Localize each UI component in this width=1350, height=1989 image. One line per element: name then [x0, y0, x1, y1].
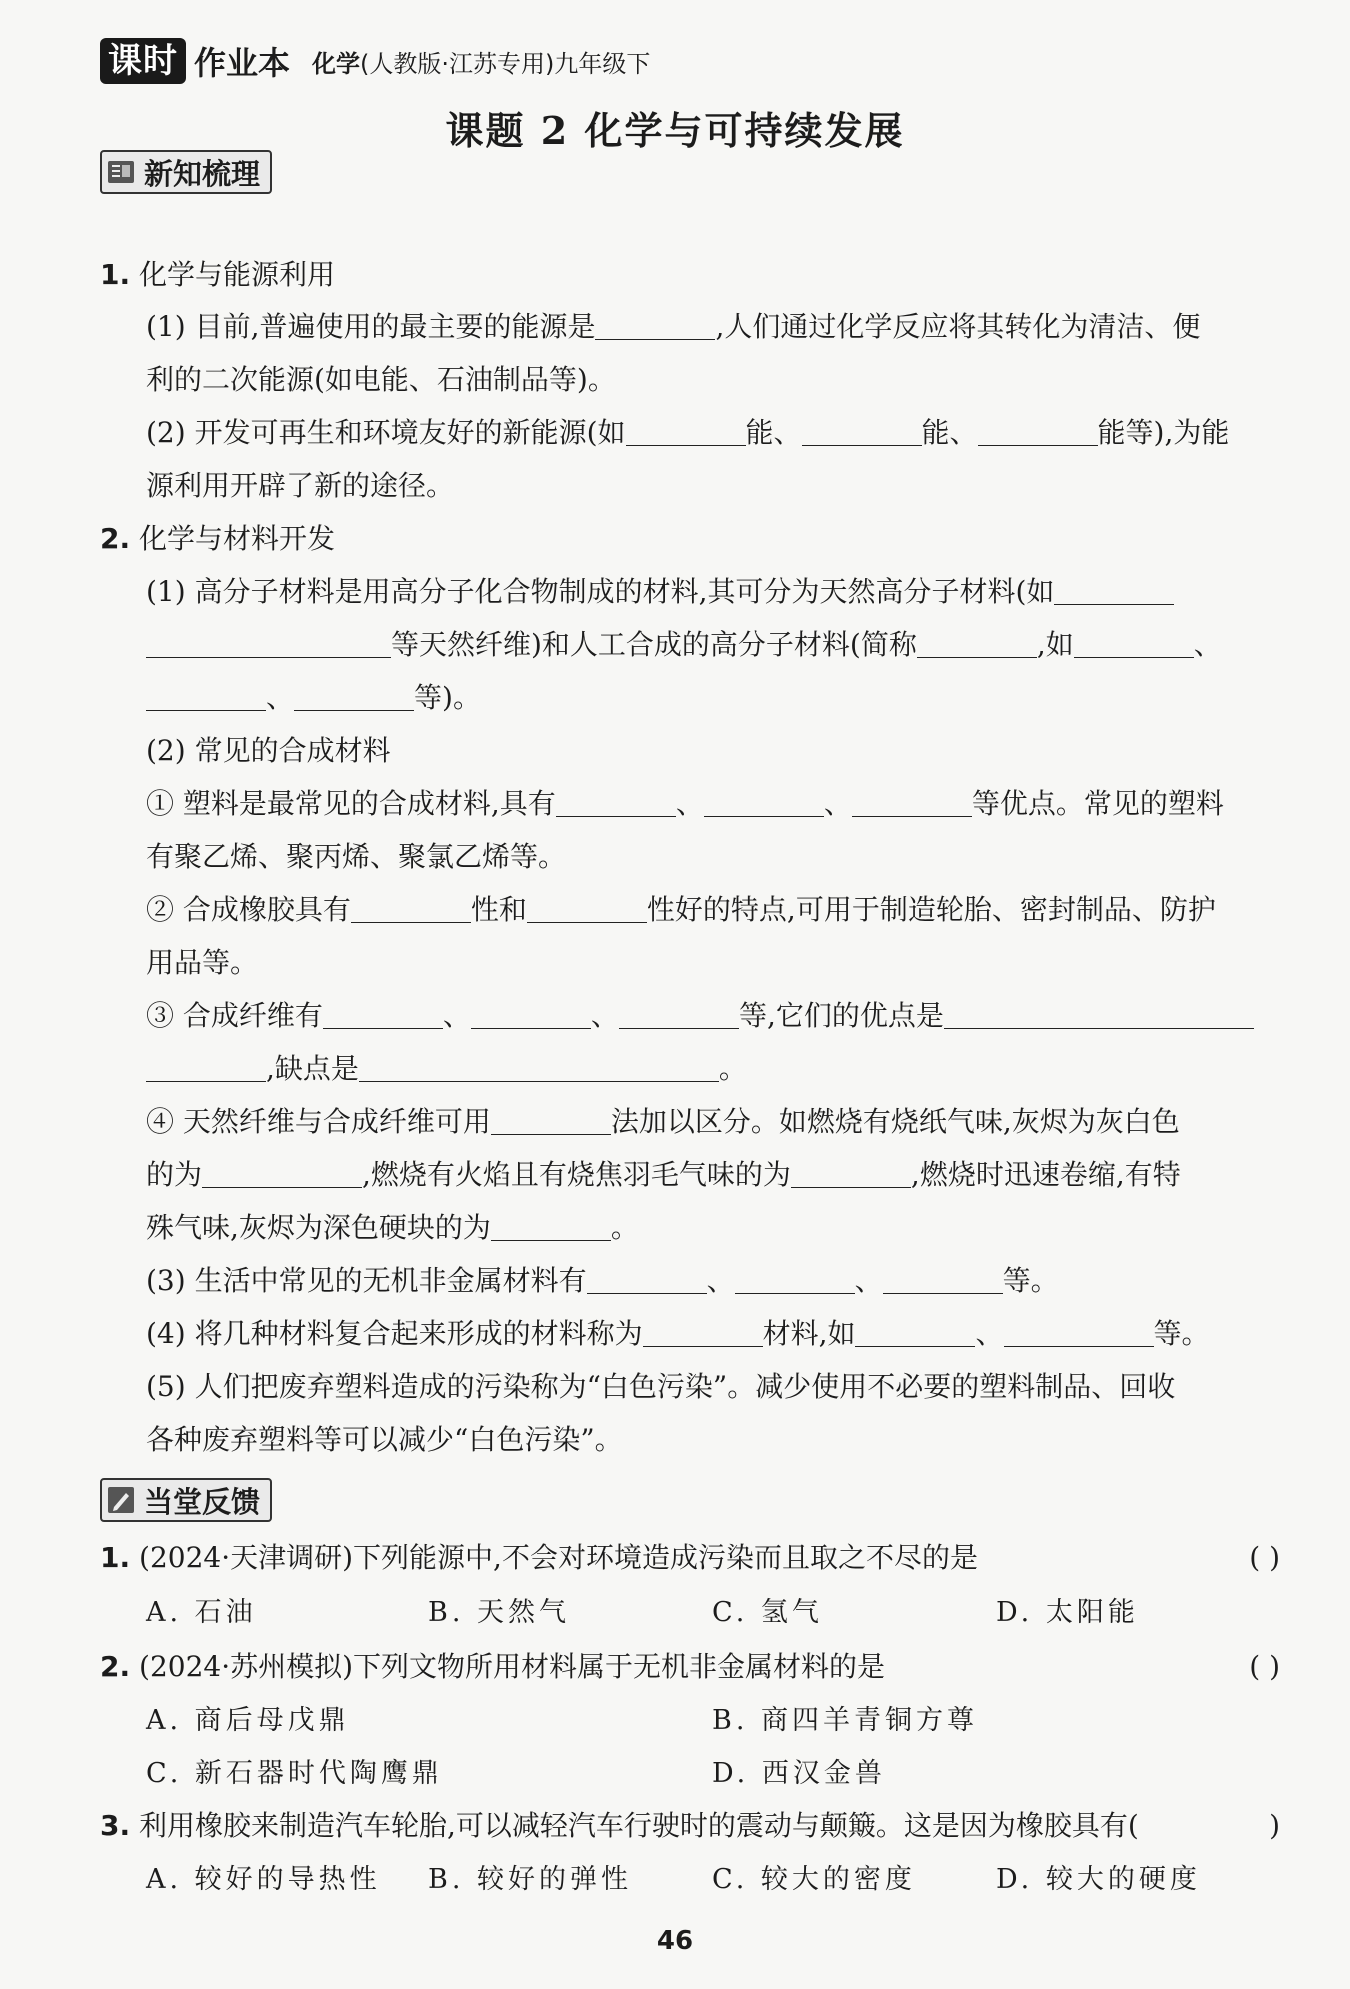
- line-plastic-c: 有聚乙烯、聚丙烯、聚氯乙烯等。: [146, 840, 567, 873]
- option-a[interactable]: A. 石油: [146, 1597, 257, 1628]
- line-distinguish: ④ 天然纤维与合成纤维可用 法加以区分。如燃烧有烧纸气味,灰烬为灰白色: [146, 1105, 1180, 1138]
- option-c[interactable]: C. 较大的密度: [712, 1864, 916, 1895]
- answer-blank[interactable]: [294, 680, 414, 711]
- logo-text: 作业本: [194, 44, 291, 82]
- answer-blank[interactable]: [146, 1051, 266, 1082]
- answer-blank[interactable]: [351, 892, 471, 923]
- option-d[interactable]: D. 太阳能: [996, 1597, 1139, 1628]
- question-1: 1. (2024·天津调研)下列能源中,不会对环境造成污染而且取之不尽的是: [100, 1541, 978, 1574]
- answer-blank[interactable]: [917, 627, 1037, 658]
- answer-blank[interactable]: [1054, 574, 1174, 605]
- line-2-1a: (1) 高分子材料是用高分子化合物制成的材料,其可分为天然高分子材料(如: [146, 572, 1174, 612]
- line-distinguish-c: 殊气味,灰烬为深色硬块的为 。: [146, 1211, 639, 1244]
- line-fiber-c: ,缺点是 。: [146, 1049, 747, 1089]
- answer-blank[interactable]: [527, 892, 647, 923]
- answer-blank[interactable]: [643, 1316, 763, 1347]
- heading-2: 2. 化学与材料开发: [100, 522, 336, 555]
- line-2-1b: 等天然纤维)和人工合成的高分子材料(简称 ,如 、: [146, 625, 1222, 665]
- option-b[interactable]: B. 商四羊青铜方尊: [712, 1705, 979, 1736]
- question-3: 3. 利用橡胶来制造汽车轮胎,可以减轻汽车行驶时的震动与颠簸。这是因为橡胶具有(: [100, 1809, 1139, 1842]
- line-1-1: (1) 目前,普遍使用的最主要的能源是 ,人们通过化学反应将其转化为清洁、便: [146, 310, 1201, 343]
- option-a[interactable]: A. 较好的导热性: [146, 1864, 381, 1895]
- answer-blank[interactable]: [944, 998, 1254, 1029]
- answer-blank[interactable]: [202, 1157, 362, 1188]
- option-a[interactable]: A. 商后母戊鼎: [146, 1705, 350, 1736]
- book-info: 化学(人教版·江苏专用)九年级下: [312, 49, 651, 78]
- option-c[interactable]: C. 氢气: [712, 1597, 823, 1628]
- answer-paren[interactable]: ( ): [1249, 1541, 1280, 1574]
- answer-blank[interactable]: [146, 680, 266, 711]
- line-rubber: ② 合成橡胶具有 性和 性好的特点,可用于制造轮胎、密封制品、防护: [146, 893, 1216, 926]
- section-badge-feedback: [100, 1478, 272, 1522]
- line-1-2c: 源利用开辟了新的途径。: [146, 469, 455, 502]
- answer-blank[interactable]: [883, 1263, 1003, 1294]
- book-icon: [106, 157, 136, 187]
- option-d[interactable]: D. 西汉金兽: [712, 1758, 886, 1789]
- page-number: 46: [656, 1926, 694, 1956]
- answer-blank[interactable]: [852, 786, 972, 817]
- answer-blank[interactable]: [802, 415, 922, 446]
- section-label: 新知梳理: [144, 156, 261, 191]
- answer-blank[interactable]: [735, 1263, 855, 1294]
- line-2-2: (2) 常见的合成材料: [146, 734, 391, 767]
- line-2-3: (3) 生活中常见的无机非金属材料有 、 、 等。: [146, 1264, 1059, 1297]
- logo-mark: 课时: [100, 38, 186, 84]
- answer-blank[interactable]: [471, 998, 591, 1029]
- answer-blank[interactable]: [595, 309, 715, 340]
- answer-paren[interactable]: ( ): [1249, 1650, 1280, 1683]
- question-2: 2. (2024·苏州模拟)下列文物所用材料属于无机非金属材料的是: [100, 1650, 886, 1683]
- option-d[interactable]: D. 较大的硬度: [996, 1864, 1201, 1895]
- answer-blank[interactable]: [791, 1157, 911, 1188]
- answer-blank[interactable]: [626, 415, 746, 446]
- answer-blank[interactable]: [587, 1263, 707, 1294]
- answer-blank[interactable]: [1004, 1316, 1154, 1347]
- line-distinguish-b: 的为 ,燃烧有火焰且有烧焦羽毛气味的为 ,燃烧时迅速卷缩,有特: [146, 1158, 1181, 1191]
- line-1-2: (2) 开发可再生和环境友好的新能源(如 能、 能、 能等),为能: [146, 416, 1230, 449]
- answer-blank[interactable]: [619, 998, 739, 1029]
- section-badge-new-knowledge: [100, 150, 272, 194]
- line-2-4: (4) 将几种材料复合起来形成的材料称为 材料,如 、 等。: [146, 1317, 1210, 1350]
- heading-1: 1. 化学与能源利用: [100, 258, 336, 291]
- answer-blank[interactable]: [491, 1210, 611, 1241]
- answer-blank[interactable]: [323, 998, 443, 1029]
- line-2-5b: 各种废弃塑料等可以减少“白色污染”。: [146, 1423, 623, 1456]
- option-b[interactable]: B. 较好的弹性: [428, 1864, 633, 1895]
- answer-blank[interactable]: [704, 786, 824, 817]
- option-c[interactable]: C. 新石器时代陶鹰鼎: [146, 1758, 443, 1789]
- answer-paren[interactable]: ): [1269, 1809, 1280, 1842]
- answer-blank[interactable]: [556, 786, 676, 817]
- option-b[interactable]: B. 天然气: [428, 1597, 571, 1628]
- answer-blank[interactable]: [978, 415, 1098, 446]
- answer-blank[interactable]: [146, 627, 391, 658]
- section-label: 当堂反馈: [144, 1484, 261, 1519]
- line-1-1c: 利的二次能源(如电能、石油制品等)。: [146, 363, 616, 396]
- answer-blank[interactable]: [359, 1051, 719, 1082]
- line-plastic: ① 塑料是最常见的合成材料,具有 、 、 等优点。常见的塑料: [146, 787, 1224, 820]
- line-2-5a: (5) 人们把废弃塑料造成的污染称为“白色污染”。减少使用不必要的塑料制品、回收: [146, 1370, 1176, 1403]
- line-2-1c: 、 等)。: [146, 678, 481, 718]
- page-title: 课题 2 化学与可持续发展: [445, 108, 905, 153]
- pencil-icon: [106, 1485, 136, 1515]
- answer-blank[interactable]: [491, 1104, 611, 1135]
- answer-blank[interactable]: [855, 1316, 975, 1347]
- line-fiber: ③ 合成纤维有 、 、 等,它们的优点是: [146, 996, 1254, 1036]
- page-header: [100, 36, 650, 86]
- line-rubber-d: 用品等。: [146, 946, 259, 979]
- answer-blank[interactable]: [1074, 627, 1194, 658]
